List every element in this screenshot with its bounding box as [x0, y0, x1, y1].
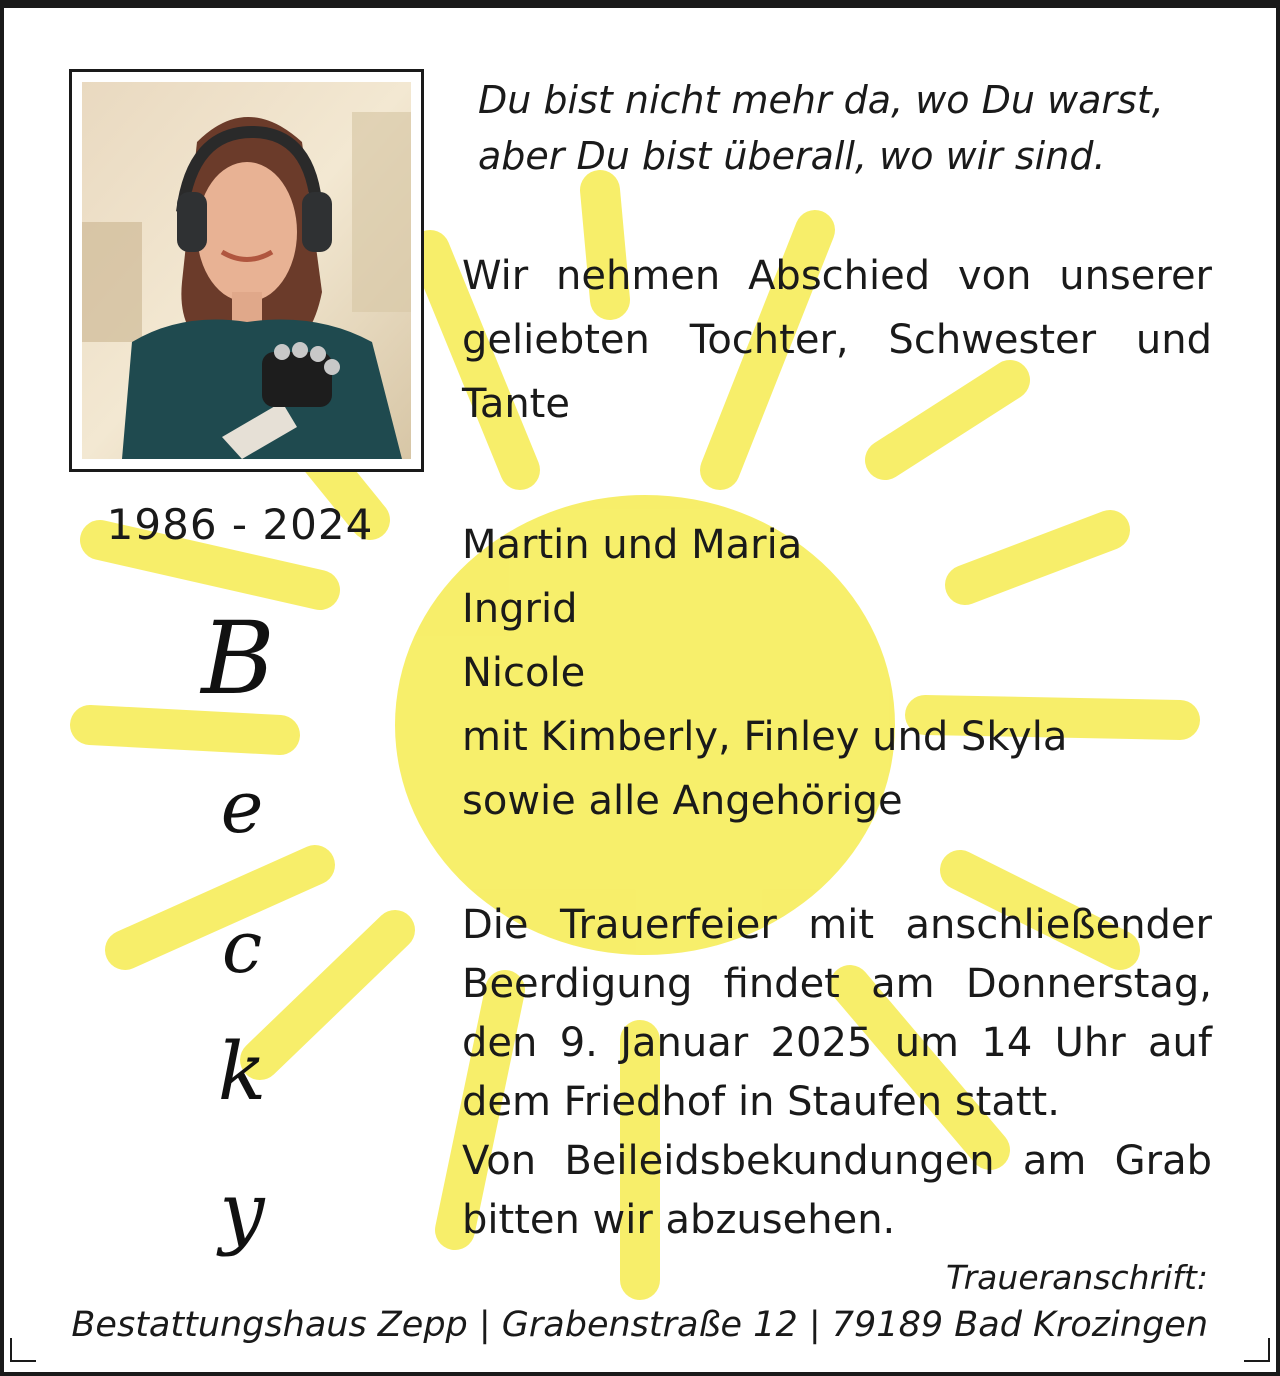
intro-line: Wir nehmen Abschied von unserer — [462, 253, 1212, 299]
ceremony-line: Die Trauerfeier mit anschließender — [462, 902, 1212, 948]
name-letter: e — [220, 765, 264, 849]
intro-line: geliebten Tochter, Schwester und — [462, 317, 1212, 363]
family-line: Nicole — [462, 650, 586, 696]
portrait-frame — [69, 69, 424, 472]
name-letter: c — [221, 905, 263, 989]
ceremony-details — [462, 896, 1212, 1250]
ceremony-line: den 9. Januar 2025 um 14 Uhr auf — [462, 1020, 1212, 1066]
ceremony-line: Beerdigung findet am Donnerstag, — [462, 961, 1212, 1007]
life-years: 1986 - 2024 — [106, 500, 374, 549]
family-line: sowie alle Angehörige — [462, 778, 903, 824]
ceremony-line: bitten wir abzusehen. — [462, 1197, 896, 1243]
name-letter: y — [219, 1165, 265, 1258]
family-names — [462, 513, 1212, 833]
name-letter: B — [201, 600, 275, 717]
farewell-intro — [462, 244, 1212, 436]
ceremony-line: dem Friedhof in Staufen statt. — [462, 1079, 1060, 1125]
portrait-photo — [82, 82, 411, 459]
memorial-quote — [478, 72, 1218, 184]
ceremony-line: Von Beileidsbekundungen am Grab — [462, 1138, 1212, 1184]
family-line: Ingrid — [462, 586, 578, 632]
quote-line: Du bist nicht mehr da, wo Du warst, — [478, 78, 1164, 122]
intro-line: Tante — [462, 381, 570, 427]
name-letter: k — [217, 1025, 267, 1118]
address-label: Traueranschrift: — [946, 1258, 1208, 1297]
sun-ray — [90, 725, 280, 735]
mourning-address: Bestattungshaus Zepp | Grabenstraße 12 | 79189 Bad Krozingen — [71, 1305, 1208, 1345]
quote-line: aber Du bist überall, wo wir sind. — [478, 134, 1106, 178]
family-line: Martin und Maria — [462, 522, 803, 568]
family-line: mit Kimberly, Finley und Skyla — [462, 714, 1068, 760]
